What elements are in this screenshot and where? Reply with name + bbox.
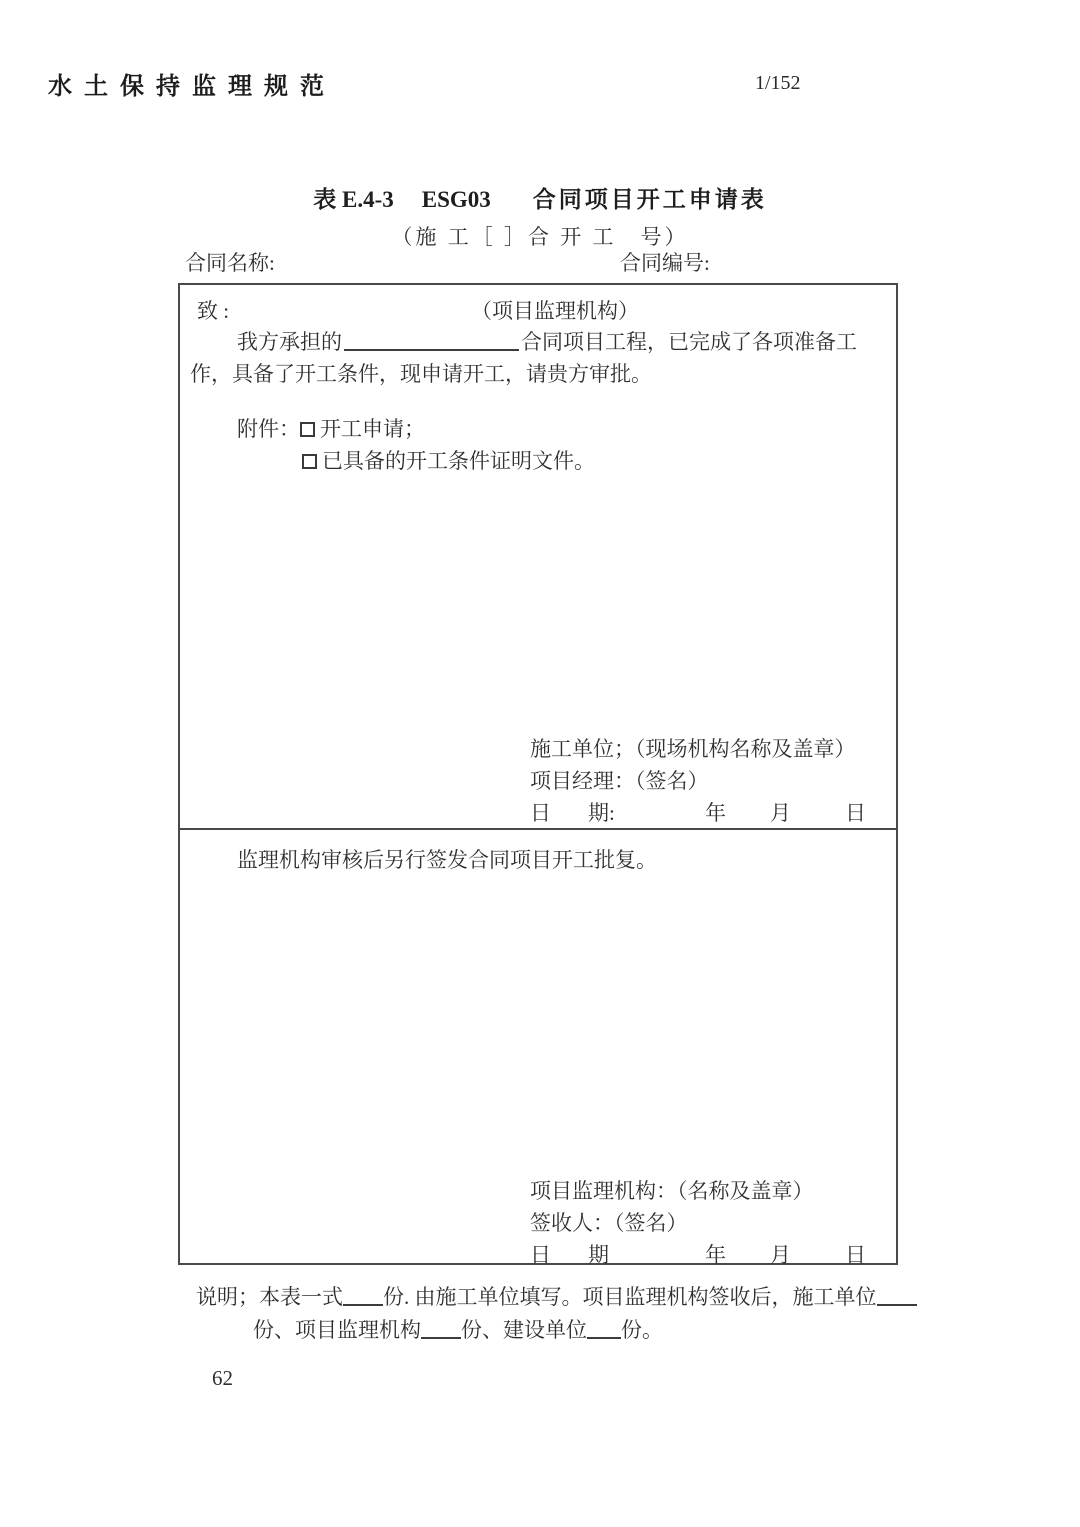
date-line	[530, 1239, 890, 1271]
footnote-label: 说明；	[196, 1285, 259, 1309]
attachment-item-label: 开工申请；	[320, 417, 425, 441]
footnote	[196, 1281, 917, 1347]
month-label: 月	[770, 801, 791, 825]
contractor-org-line: 施工单位；（现场机构名称及盖章）	[530, 737, 856, 761]
contract-no-label: 合同编号:	[620, 251, 710, 275]
month-label: 月	[770, 1243, 791, 1267]
body-line-2: 作，具备了开工条件，现申请开工，请贵方审批。	[190, 362, 652, 386]
attachment-item-label: 已具备的开工条件证明文件。	[322, 449, 595, 473]
date-label-ri: 日	[530, 801, 551, 825]
section-review	[180, 830, 896, 1267]
to-hint: （项目监理机构）	[471, 299, 639, 323]
attachment-row-2	[302, 445, 595, 475]
year-label: 年	[705, 801, 726, 825]
supervisor-signature-block	[530, 1175, 890, 1271]
form-subtitle: （施 工［ ］合 开 工 号）	[391, 225, 689, 249]
date-label-qi: 期:	[588, 801, 615, 825]
supervisor-org-line: 项目监理机构：（名称及盖章）	[530, 1179, 814, 1203]
body-line-1	[237, 326, 857, 356]
footnote-seg4: 份、建设单位	[461, 1318, 587, 1342]
form-box	[178, 283, 898, 1265]
fill-in-blank	[344, 331, 519, 351]
footnote-seg5: 份。	[621, 1318, 663, 1342]
year-label: 年	[705, 1243, 726, 1267]
footnote-seg2: 份. 由施工单位填写。项目监理机构签收后，施工单位	[383, 1285, 877, 1309]
footnote-line-1	[196, 1281, 917, 1314]
attachment-row-1	[237, 413, 425, 443]
to-label: 致 :	[197, 299, 230, 323]
checkbox-icon	[302, 454, 317, 469]
day-label: 日	[845, 801, 866, 825]
footnote-seg1: 本表一式	[259, 1285, 343, 1309]
review-note: 监理机构审核后另行签发合同项目开工批复。	[237, 848, 657, 872]
form-table-number: 表 E.4-3	[313, 187, 394, 212]
receiver-line: 签收人：（签名）	[530, 1211, 688, 1235]
contract-name-label: 合同名称:	[185, 251, 275, 275]
fill-in-blank	[877, 1286, 917, 1306]
page-indicator: 1/152	[755, 72, 801, 94]
checkbox-icon	[300, 422, 315, 437]
body-line1-rest: 合同项目工程，已完成了各项准备工	[521, 330, 857, 354]
form-title	[0, 181, 1080, 214]
fill-in-blank	[343, 1286, 383, 1306]
page-number: 62	[212, 1366, 233, 1390]
footnote-seg3: 份、项目监理机构	[253, 1318, 421, 1342]
day-label: 日	[845, 1243, 866, 1267]
section-apply	[180, 285, 896, 830]
project-manager-line: 项目经理：（签名）	[530, 769, 709, 793]
fill-in-blank	[421, 1319, 461, 1339]
form-name: 合同项目开工申请表	[532, 187, 767, 212]
date-label-ri: 日	[530, 1243, 551, 1267]
footnote-line-2	[253, 1314, 917, 1347]
date-line	[530, 797, 890, 829]
fill-in-blank	[587, 1319, 621, 1339]
form-code: ESG03	[421, 187, 491, 212]
doc-title: 水土保持监理规范	[48, 73, 336, 100]
contractor-signature-block	[530, 733, 890, 829]
body-lead: 我方承担的	[237, 330, 342, 354]
date-label-qi: 期	[588, 1243, 609, 1267]
attachment-label: 附件：	[237, 417, 300, 441]
